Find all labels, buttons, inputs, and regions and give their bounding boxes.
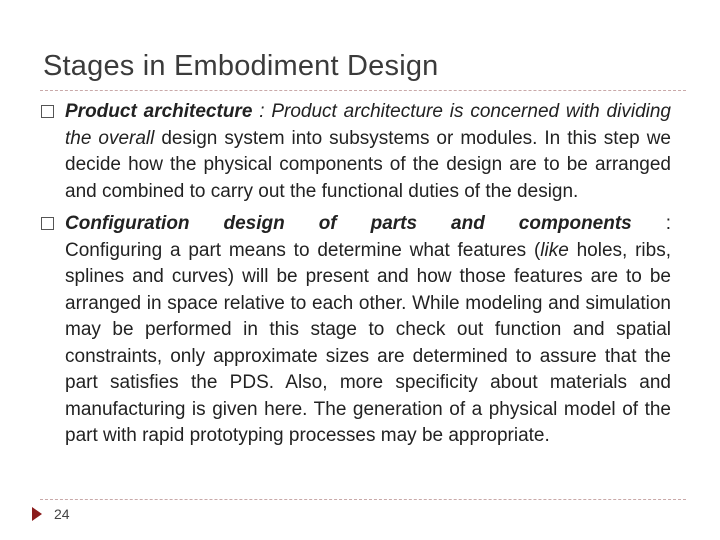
bullet-separator: : [631,213,672,234]
bullet-term: Configuration design of parts and components [65,213,632,234]
bullet-term: Product architecture [65,101,253,122]
bullet-item-product-architecture [22,99,671,205]
bullet-text-italic: Product architecture is concerned with dividing the overall [65,101,671,149]
bullet-text-block [65,238,671,450]
page-number: 24 [54,506,70,522]
bullet-box-icon [41,105,54,118]
footer-arrow-icon [32,507,42,521]
bullet-separator: : [252,101,272,122]
bullet-item-configuration-design [22,211,671,450]
slide-content [22,99,671,450]
slide-title: Stages in Embodiment Design [43,50,439,82]
bullet-text-pre: Configuring a part means to determine what features ( [65,239,541,261]
bullet-box-icon [41,217,54,230]
bullet-text-post: holes, ribs, splines and curves) will be present and how those features are to be arranged in space relative to each other. While modeling and simulation may be performed in this stage to check out function and spatial constraints, only approximate sizes are determined to assure that the part satisfies the PDS. Also, more specificity about materials and manufacturing is given here. The generation of a physical model of the part with rapid prototyping processes may be appropriate. [65,239,671,446]
title-divider [40,90,686,91]
bullet-text-like: like [540,239,569,261]
footer-divider [40,499,686,500]
bullet-text: design system into subsystems or modules. In this step we decide how the physical components of the design are to be arranged and combined to carry out the functional duties of the design. [65,127,671,202]
